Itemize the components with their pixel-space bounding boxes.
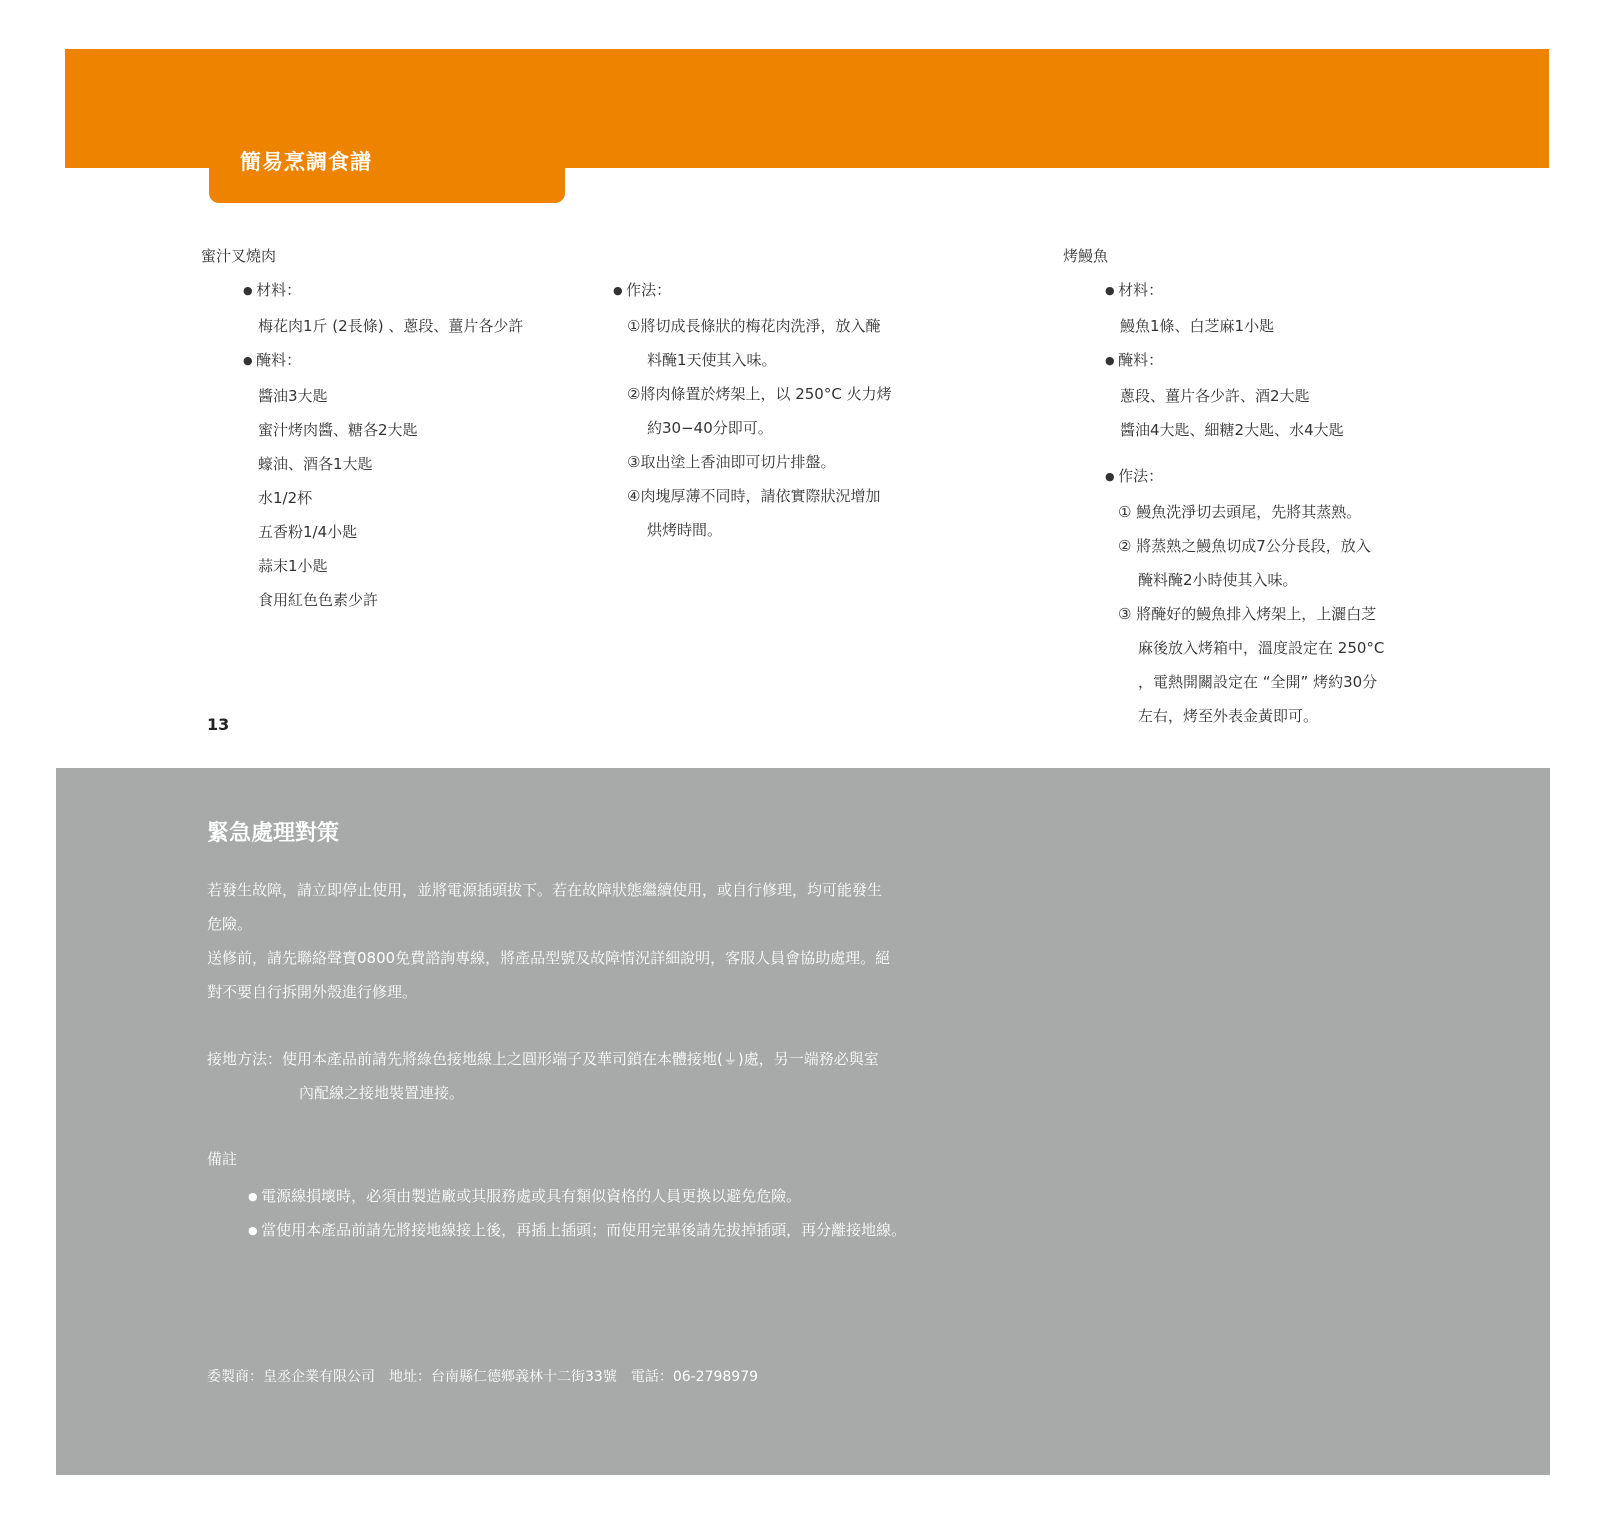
recipe2-method-label: ● 作法： [1063,459,1384,495]
recipe2-method-step: ，電熱開關設定在 “全開” 烤約30分 [1138,673,1378,691]
recipe1-marinade-item: 五香粉1/4小匙 [258,523,358,541]
emergency-para2-line: 送修前，請先聯絡聲寶0800免費諮詢專線，將產品型號及故障情況詳細說明，客服人員會協助處理。絕 [207,949,891,967]
recipe2-method-step: ① 鰻魚洗淨切去頭尾，先將其蒸熟。 [1118,503,1362,521]
recipe2-marinade-label: ● 醃料： [1063,343,1384,379]
recipe1-marinade-item: 食用紅色色素少許 [258,591,379,609]
manufacturer-info: 委製商：皇丞企業有限公司 地址：台南縣仁德鄉義林十二街33號 電話：06-2798979 [207,1369,759,1385]
grounding-text [207,1042,879,1110]
recipe1-marinade-item: 醬油3大匙 [258,387,328,405]
recipe1-method-step: 料醃1天使其入味。 [647,351,777,369]
recipe1-materials-label: ● 材料： [201,273,523,309]
recipe1-method-step: ④肉塊厚薄不同時，請依實際狀況增加 [627,487,881,505]
emergency-para1 [207,873,882,941]
recipe2-method-step: 麻後放入烤箱中，溫度設定在 250°C [1138,639,1385,657]
emergency-para1-line: 危險。 [207,915,253,933]
recipe1-ingredients [201,239,523,617]
recipe1-title: 蜜汁叉燒肉 [201,247,277,265]
recipe1-method-step: ①將切成長條狀的梅花肉洗淨，放入醃 [627,317,881,335]
grounding-line: 內配線之接地裝置連接。 [299,1084,465,1102]
emergency-para1-line: 若發生故障，請立即停止使用，並將電源插頭拔下。若在故障狀態繼續使用，或自行修理，均可能發生 [207,881,883,899]
recipe1-method [613,273,892,547]
recipe1-method-step: ③取出塗上香油即可切片排盤。 [627,453,836,471]
recipe2-method-step: 左右，烤至外表金黃即可。 [1138,707,1319,725]
recipe2-materials: 鰻魚1條、白芝麻1小匙 [1120,317,1275,335]
recipe1-method-step: 烘烤時間。 [647,521,723,539]
recipe1-method-step: 約30−40分即可。 [647,419,773,437]
page-title: 簡易烹調食譜 [240,150,372,174]
recipe2-method-step: 醃料醃2小時使其入味。 [1138,571,1298,589]
recipe2 [1063,239,1384,733]
emergency-title: 緊急處理對策 [207,821,340,846]
recipe2-method-step: ③ 將醃好的鰻魚排入烤架上，上灑白芝 [1118,605,1377,623]
recipe2-method-step: ② 將蒸熟之鰻魚切成7公分長段，放入 [1118,537,1371,555]
recipe2-materials-label: ● 材料： [1063,273,1384,309]
page-number: 13 [207,715,230,734]
emergency-para2-line: 對不要自行拆開外殼進行修理。 [207,983,418,1001]
recipe2-title: 烤鰻魚 [1063,247,1109,265]
note-item: ● 當使用本產品前請先將接地線接上後，再插上插頭；而使用完畢後請先拔掉插頭，再分離接地線。 [248,1219,906,1240]
grounding-line: 接地方法：使用本產品前請先將綠色接地線上之圓形端子及華司鎖在本體接地(⏚)處，另一端務必與室 [207,1050,879,1068]
recipe1-marinade-label: ● 醃料： [201,343,523,379]
recipe1-materials: 梅花肉1斤 (2長條) 、蔥段、薑片各少許 [258,317,524,335]
recipe1-marinade-item: 蜜汁烤肉醬、糖各2大匙 [258,421,418,439]
emergency-para2 [207,941,890,1009]
notes-label: 備註 [207,1150,238,1168]
recipe2-marinade-item: 醬油4大匙、細糖2大匙、水4大匙 [1120,421,1344,439]
recipe2-marinade-item: 蔥段、薑片各少許、酒2大匙 [1120,387,1310,405]
note-item: ● 電源線損壞時，必須由製造廠或其服務處或具有類似資格的人員更換以避免危險。 [248,1185,801,1206]
recipe1-marinade-item: 蒜末1小匙 [258,557,328,575]
emergency-panel [56,768,1550,1475]
recipe1-method-label: ● 作法： [613,273,892,309]
recipe1-method-step: ②將肉條置於烤架上，以 250°C 火力烤 [627,385,892,403]
recipe1-marinade-item: 蠔油、酒各1大匙 [258,455,373,473]
recipe1-marinade-item: 水1/2杯 [258,489,313,507]
